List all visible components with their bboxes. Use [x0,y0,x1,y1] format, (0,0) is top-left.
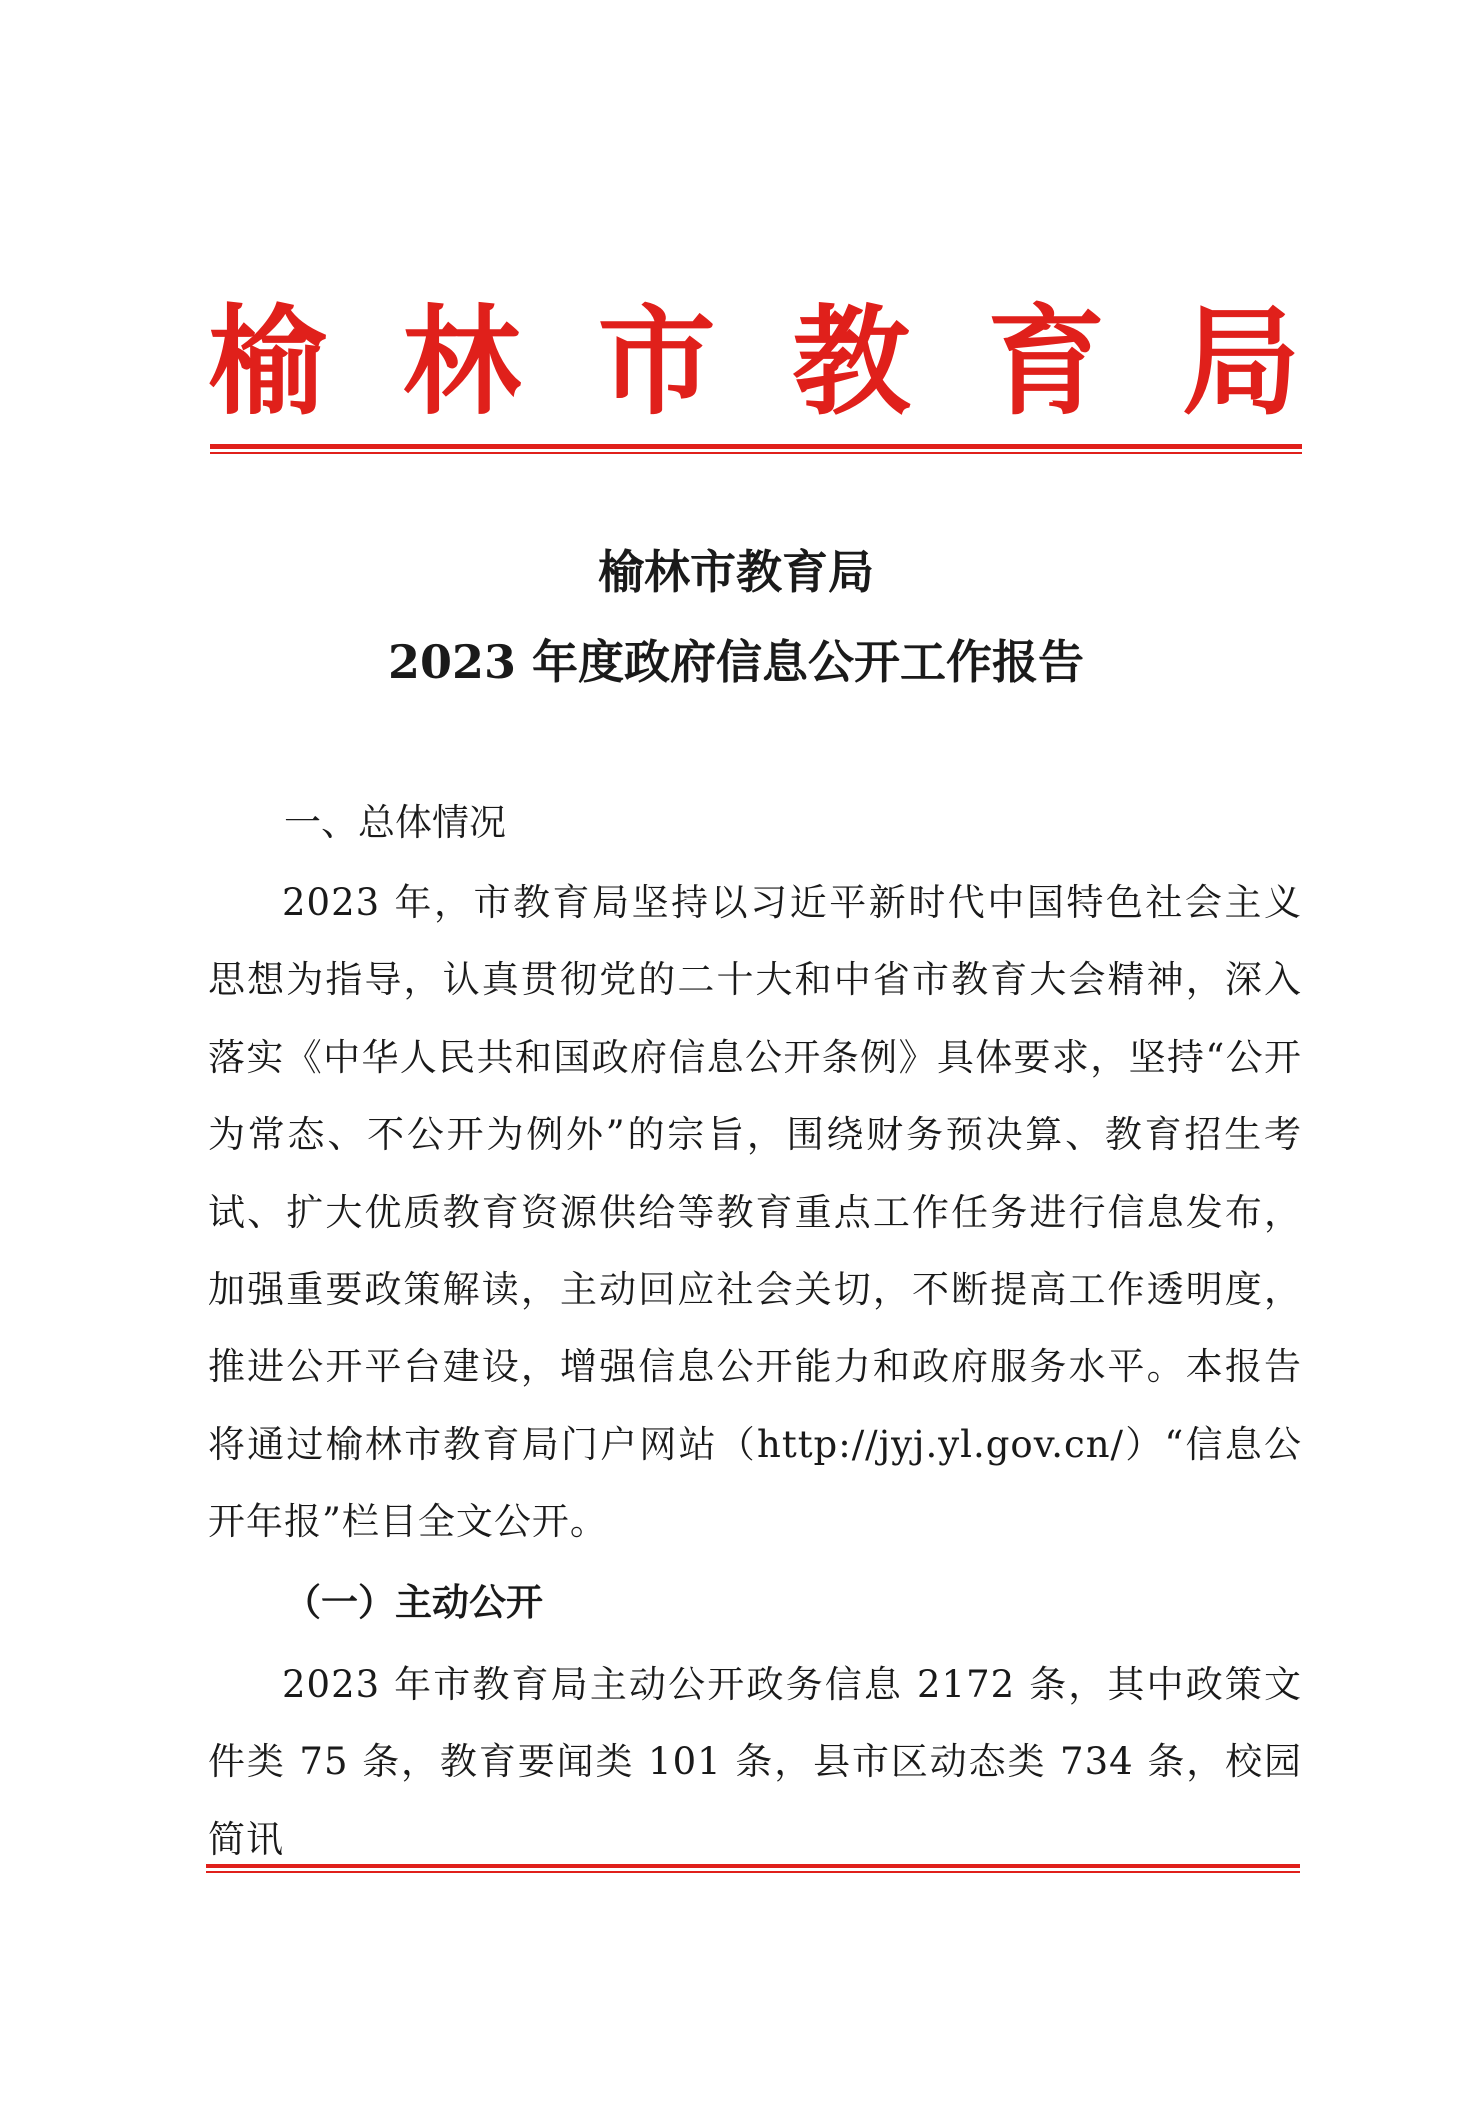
document-title-line-2: 2023 年度政府信息公开工作报告 [387,635,1085,689]
masthead-char: 局 [1181,292,1300,431]
masthead-char: 育 [987,292,1106,431]
section-heading-overview: 一、总体情况 [284,801,506,844]
overview-paragraph: 2023 年，市教育局坚持以习近平新时代中国特色社会主义思想为指导，认真贯彻党的二十大和中省市教育大会精神，深入落实《中华人民共和国政府信息公开条例》具体要求，坚持“公开为常态、不公开为例外”的宗旨，围绕财务预决算、教育招生考试、扩大优质教育资源供给等教育重点工作任务进行信息发布，加强重要政策解读，主动回应社会关切，不断提高工作透明度，推进公开平台建设，增强信息公开能力和政府服务水平。本报告将通过榆林市教育局门户网站（http://jyj.yl.gov.cn/）“信息公开年报”栏目全文公开。 [208,881,1302,1544]
divider-thin-line [206,1871,1300,1873]
masthead-char: 市 [597,292,716,431]
masthead-divider [210,444,1302,454]
document-title-line-1: 榆林市教育局 [598,545,874,599]
footer-divider [206,1864,1300,1874]
divider-thick-line [210,444,1302,449]
divider-thin-line [210,452,1302,454]
subsection-heading-active-disclosure: （一）主动公开 [284,1581,543,1624]
masthead-char: 林 [402,292,521,431]
divider-thick-line [206,1864,1300,1868]
masthead [208,292,1300,432]
masthead-char: 榆 [208,292,327,431]
masthead-char: 教 [792,292,911,431]
active-disclosure-paragraph: 2023 年市教育局主动公开政务信息 2172 条，其中政策文件类 75 条，教育要闻类 101 条，县市区动态类 734 条，校园简讯 [208,1663,1302,1861]
